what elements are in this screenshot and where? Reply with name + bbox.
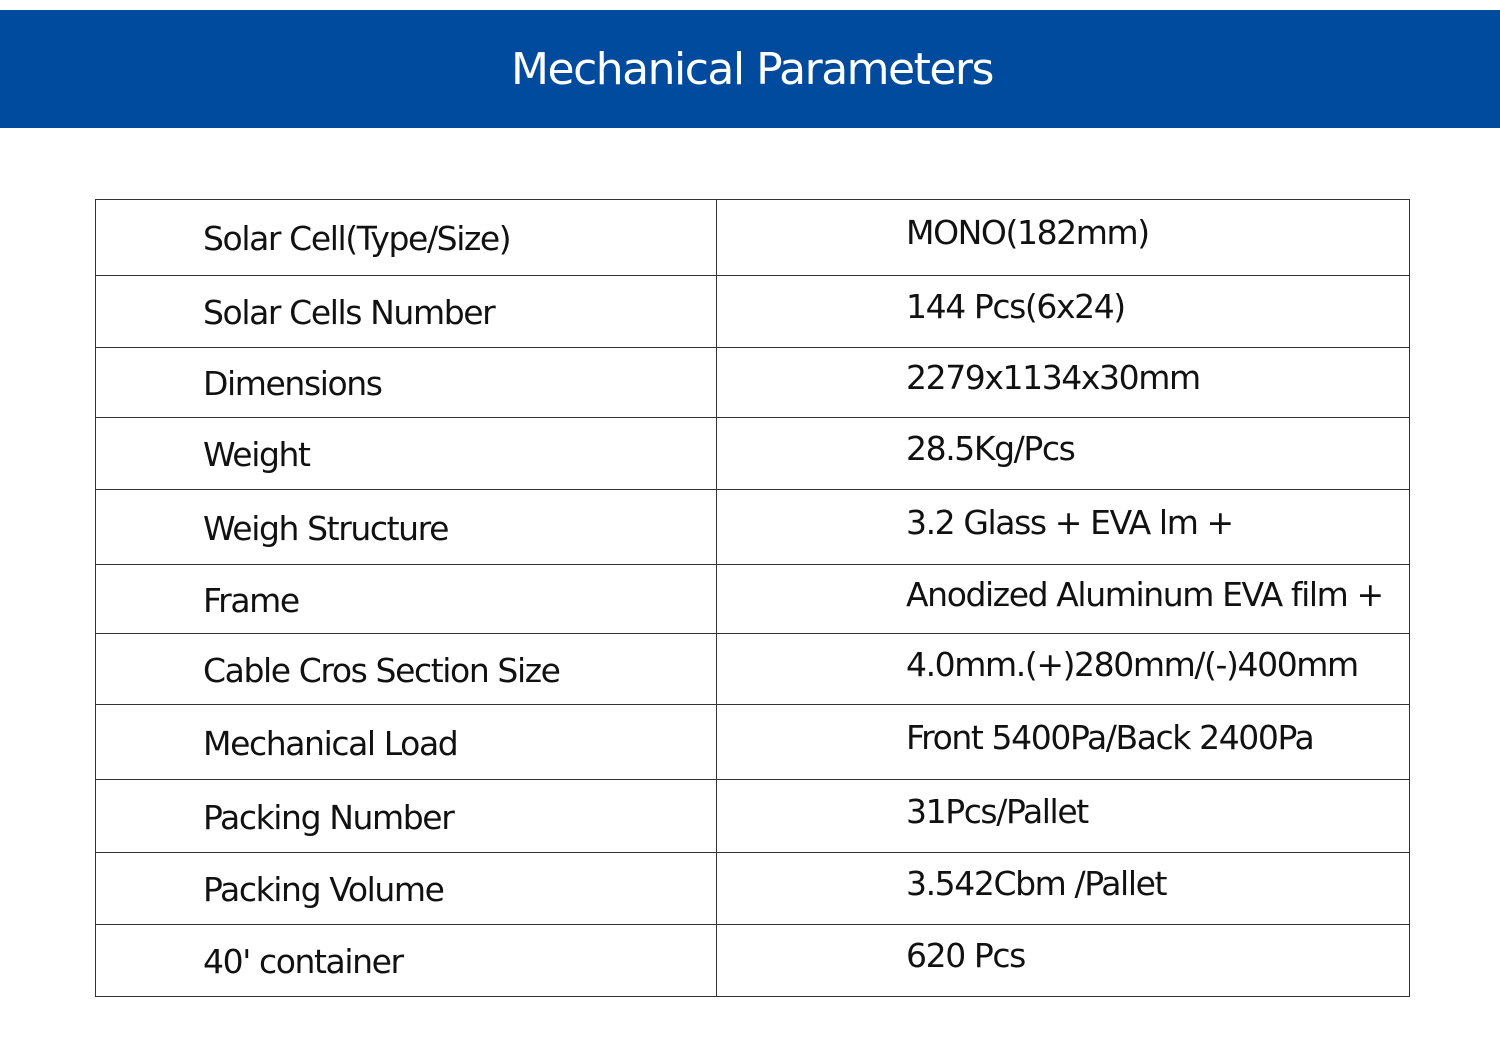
header-banner — [0, 10, 1500, 128]
row-label: Dimensions — [96, 348, 717, 418]
row-value: 28.5Kg/Pcs — [717, 418, 1410, 490]
table-row — [96, 705, 1410, 780]
table-row — [96, 565, 1410, 634]
row-label: Mechanical Load — [96, 705, 717, 780]
table-row — [96, 348, 1410, 418]
row-value: MONO(182mm) — [717, 200, 1410, 276]
table-row — [96, 853, 1410, 925]
row-label: Weight — [96, 418, 717, 490]
table-row — [96, 780, 1410, 853]
row-label: 40' container — [96, 925, 717, 997]
table-row — [96, 276, 1410, 348]
row-value: Anodized Aluminum EVA film + — [717, 565, 1410, 634]
row-label: Solar Cell(Type/Size) — [96, 200, 717, 276]
row-value: 144 Pcs(6x24) — [717, 276, 1410, 348]
table-row — [96, 634, 1410, 705]
specification-table-container — [95, 199, 1410, 996]
row-label: Frame — [96, 565, 717, 634]
row-value: 2279x1134x30mm — [717, 348, 1410, 418]
row-label: Packing Number — [96, 780, 717, 853]
page-title: Mechanical Parameters — [511, 43, 993, 95]
row-value: Front 5400Pa/Back 2400Pa — [717, 705, 1410, 780]
row-label: Solar Cells Number — [96, 276, 717, 348]
specification-table — [95, 199, 1410, 997]
table-row — [96, 490, 1410, 565]
row-value: 31Pcs/Pallet — [717, 780, 1410, 853]
row-value: 3.542Cbm /Pallet — [717, 853, 1410, 925]
table-row — [96, 200, 1410, 276]
row-label: Cable Cros Section Size — [96, 634, 717, 705]
row-value: 4.0mm.(+)280mm/(-)400mm — [717, 634, 1410, 705]
row-value: 3.2 Glass + EVA lm + — [717, 490, 1410, 565]
table-row — [96, 418, 1410, 490]
table-row — [96, 925, 1410, 997]
row-label: Weigh Structure — [96, 490, 717, 565]
row-value: 620 Pcs — [717, 925, 1410, 997]
row-label: Packing Volume — [96, 853, 717, 925]
